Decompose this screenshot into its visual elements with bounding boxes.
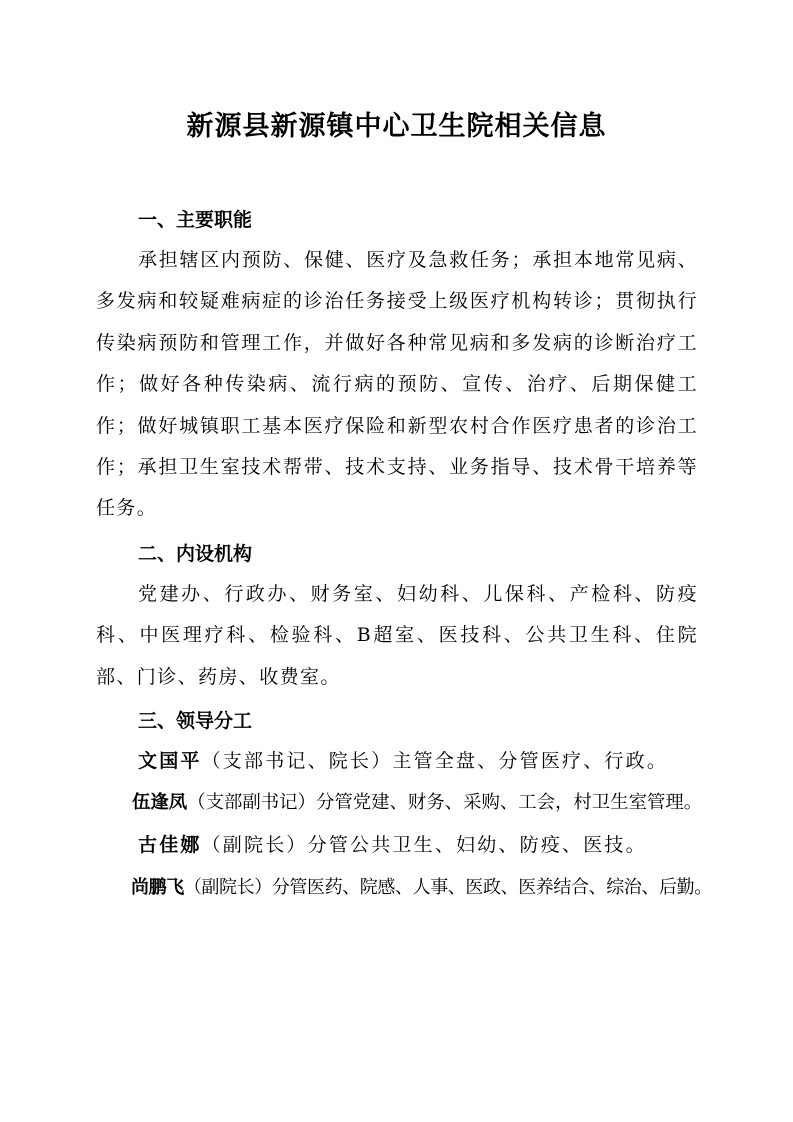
leader-line — [138, 746, 668, 773]
section-heading-functions: 一、主要职能 — [138, 209, 253, 231]
leader-duties: 分管公共卫生、妇幼、防疫、医技。 — [307, 834, 647, 856]
section-heading-departments: 二、内设机构 — [138, 543, 253, 565]
section-text-functions: 承担辖区内预防、保健、医疗及急救任务；承担本地常见病、多发病和较疑难病症的诊治任务接受上级医疗机构转诊；贯彻执行传染病预防和管理工作，并做好各种常见病和多发病的诊断治疗工作；做好各种传染病、流行病的预防、宣传、治疗、后期保健工作；做好城镇职工基本医疗保险和新型农村合作医疗患者的诊治工作；承担卫生室技术帮带、技术支持、业务指导、技术骨干培养等任务。 — [96, 249, 698, 520]
leader-role: （副院长） — [183, 877, 272, 898]
leader-name: 伍逢凤 — [132, 792, 188, 813]
leader-duties: 主管全盘、分管医疗、行政。 — [392, 750, 669, 772]
leader-line — [131, 873, 712, 899]
leader-name: 文国平 — [138, 750, 202, 772]
leader-line — [138, 830, 647, 857]
leader-name: 尚鹏飞 — [131, 877, 184, 898]
leader-duties: 分管党建、财务、采购、工会，村卫生室管理。 — [315, 792, 703, 813]
leader-role: （副院长） — [201, 834, 308, 856]
section-text-departments: 党建办、行政办、财务室、妇幼科、儿保科、产检科、防疫科、中医理疗科、检验科、B超室、医技科、公共卫生科、住院部、门诊、药房、收费室。 — [96, 583, 698, 688]
section-heading-leadership: 三、领导分工 — [138, 710, 253, 732]
leader-role: （支部副书记） — [187, 792, 316, 813]
document-title: 新源县新源镇中心卫生院相关信息 — [186, 111, 607, 142]
leader-name: 古佳娜 — [138, 834, 202, 856]
leader-role: （支部书记、院长） — [201, 750, 393, 772]
leader-line — [132, 788, 702, 814]
leader-duties: 分管医药、院感、人事、医政、医养结合、综治、后勤。 — [271, 877, 712, 898]
